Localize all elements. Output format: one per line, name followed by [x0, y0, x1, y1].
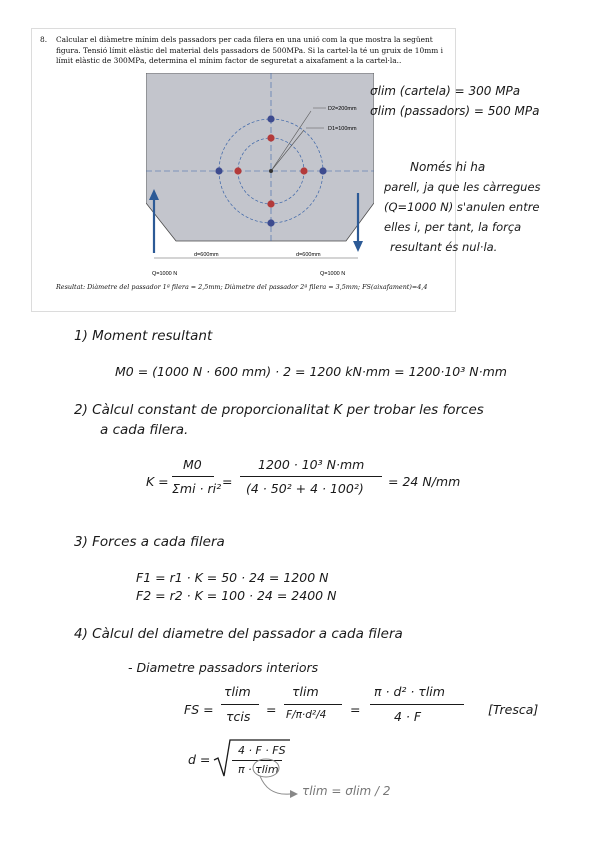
pin — [267, 219, 274, 226]
result-text: Resultat: Diàmetre del passador 1ª filera = 2,5mm; Diàmetre del passador 2ª filera = 3,5mm; FS(aixafament)=4,4 — [56, 283, 428, 291]
k-numerator-2: 1200 · 10³ N·mm — [258, 457, 365, 472]
d-denominator: π · τlim — [238, 763, 279, 776]
d-lhs: d = — [188, 752, 211, 767]
force-left-label: Q=1000 N — [152, 271, 178, 277]
fraction-bar — [240, 476, 382, 477]
equals-sign: = — [266, 702, 277, 717]
pin — [267, 200, 274, 207]
d2-label: D2=200mm — [328, 106, 357, 112]
gusset-plate — [146, 73, 374, 241]
tau-note: τlim = σlim / 2 — [302, 784, 391, 798]
dist-left-label: d=600mm — [194, 252, 219, 258]
k-numerator: M0 — [183, 457, 202, 472]
moment-equation: M0 = (1000 N · 600 mm) · 2 = 1200 kN·mm = 1200·10³ N·mm — [115, 364, 507, 379]
section-title: 1) Moment resultant — [74, 328, 213, 344]
fs-den-1: τcis — [226, 709, 251, 724]
tresca-label: [Tresca] — [488, 702, 539, 717]
fs-den-2: F/π·d²/4 — [286, 709, 327, 721]
force-arrow-down-head — [353, 241, 363, 252]
k-denominator: Σmi · ri² — [172, 481, 222, 496]
pin — [215, 167, 222, 174]
fs-num-3: π · d² · τlim — [374, 684, 445, 699]
fraction-bar — [172, 476, 214, 477]
equals-sign: = — [350, 702, 361, 717]
k-lhs: K = — [146, 474, 169, 489]
pin — [267, 134, 274, 141]
equals-sign: = — [222, 474, 233, 489]
fraction-bar — [221, 704, 259, 705]
k-result: = 24 N/mm — [388, 474, 461, 489]
remark-line: resultant és nul·la. — [390, 240, 498, 254]
fs-num-2: τlim — [292, 684, 319, 699]
problem-box — [31, 28, 456, 312]
fs-den-3: 4 · F — [394, 709, 422, 724]
pin — [269, 169, 273, 173]
section-title-cont: a cada filera. — [100, 422, 189, 438]
note-sigma-passadors: σlim (passadors) = 500 MPa — [370, 104, 540, 118]
force-right-label: Q=1000 N — [320, 271, 346, 277]
note-sigma-cartela: σlim (cartela) = 300 MPa — [370, 84, 521, 98]
pin — [234, 167, 241, 174]
remark-line: (Q=1000 N) s'anulen entre — [384, 200, 540, 214]
fs-lhs: FS = — [184, 702, 214, 717]
force-equation: F1 = r1 · K = 50 · 24 = 1200 N — [136, 570, 329, 585]
d-numerator: 4 · F · FS — [238, 744, 286, 757]
remark-line: parell, ja que les càrregues — [384, 180, 541, 194]
problem-number: 8. — [40, 35, 48, 44]
fraction-bar — [284, 704, 342, 705]
k-denominator-2: (4 · 50² + 4 · 100²) — [246, 481, 364, 496]
dist-right-label: d=600mm — [296, 252, 321, 258]
pin — [267, 115, 274, 122]
problem-statement: Calcular el diàmetre mínim dels passadors per cada filera en una unió com la que mostra la següent figura. Tensió límit elàstic del material dels passadors de 500MPa. Si la cartel·la té un gruix de 10mm i límit elàstic de 300MPa, determina el mínim factor de seguretat a aixafament a la cartel·la.. — [56, 35, 443, 65]
section-title: 2) Càlcul constant de proporcionalitat K per trobar les forces — [74, 402, 484, 418]
fs-num-1: τlim — [224, 684, 251, 699]
joint-figure — [146, 73, 374, 283]
fraction-bar — [370, 704, 464, 705]
pin — [319, 167, 326, 174]
remark-line: elles i, per tant, la força — [384, 220, 522, 234]
section-title: 4) Càlcul del diametre del passador a cada filera — [74, 626, 403, 642]
annotation-arrow — [250, 752, 330, 808]
remark-line: Només hi ha — [410, 160, 486, 174]
pin — [300, 167, 307, 174]
section-subtitle: - Diametre passadors interiors — [128, 660, 319, 675]
section-title: 3) Forces a cada filera — [74, 534, 225, 550]
force-equation: F2 = r2 · K = 100 · 24 = 2400 N — [136, 588, 337, 603]
d1-label: D1=100mm — [328, 126, 357, 132]
